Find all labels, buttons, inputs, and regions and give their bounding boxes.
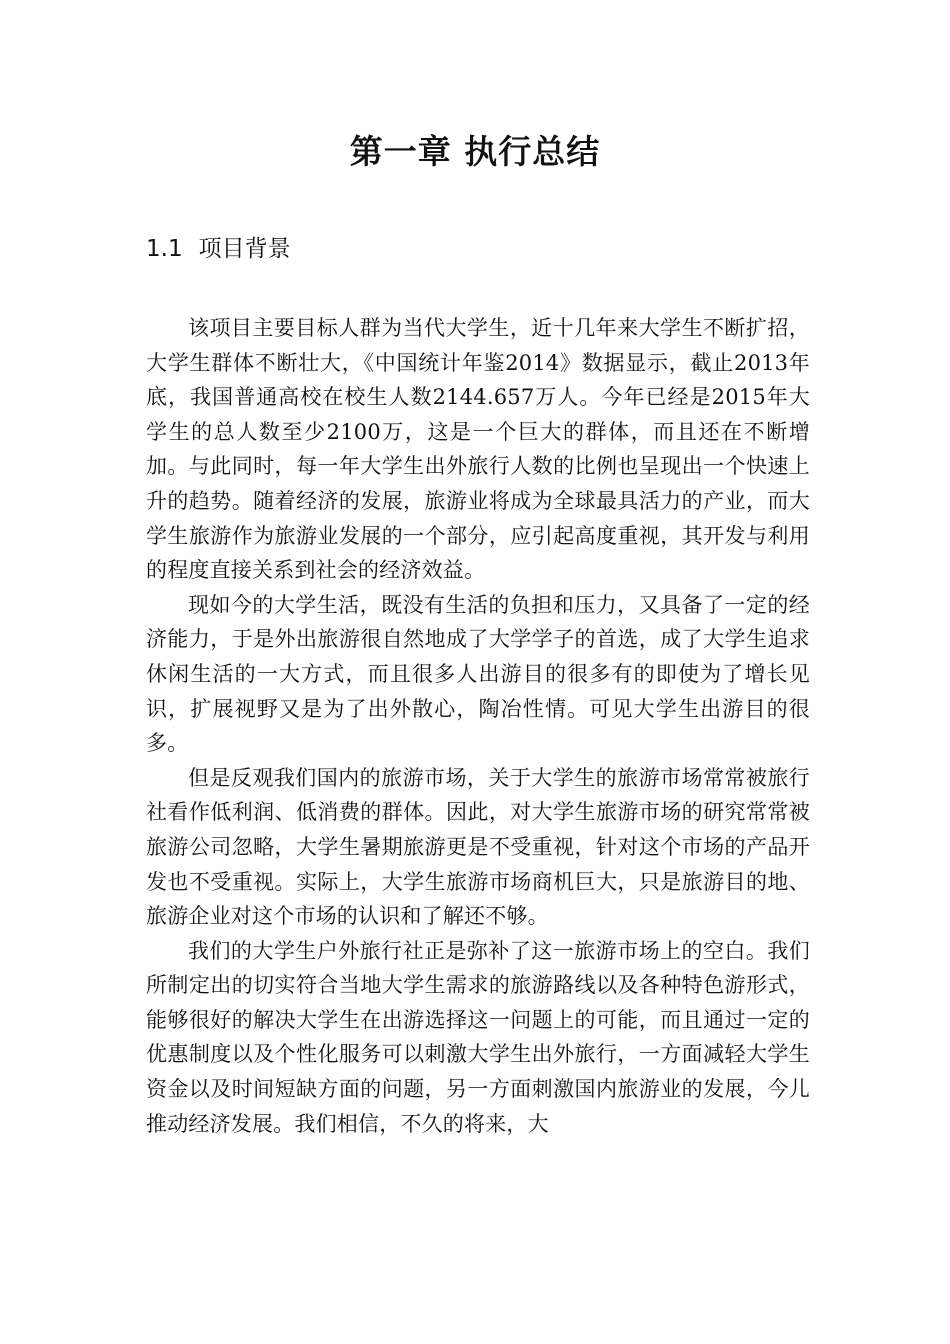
chapter-title: 第一章 执行总结: [349, 132, 601, 171]
paragraph: 该项目主要目标人群为当代大学生，近十几年来大学生不断扩招，大学生群体不断壮大，《中国统计年鉴2014》数据显示，截止2013年底，我国普通高校在校生人数2144.657万人。今年已经是2015年大学生的总人数至少2100万，这是一个巨大的群体，而且还在不断增加。与此同时，每一年大学生出外旅行人数的比例也呈现出一个快速上升的趋势。随着经济的发展，旅游业将成为全球最具活力的产业，而大学生旅游作为旅游业发展的一个部分，应引起高度重视，其开发与利用的程度直接关系到社会的经济效益。: [146, 316, 810, 583]
section-title: 项目背景: [198, 236, 291, 262]
paragraph: 但是反观我们国内的旅游市场，关于大学生的旅游市场常常被旅行社看作低利润、低消费的群体。因此，对大学生旅游市场的研究常常被旅游公司忽略，大学生暑期旅游更是不受重视，针对这个市场的产品开发也不受重视。实际上，大学生旅游市场商机巨大，只是旅游目的地、旅游企业对这个市场的认识和了解还不够。: [146, 765, 810, 929]
paragraph: 我们的大学生户外旅行社正是弥补了这一旅游市场上的空白。我们所制定出的切实符合当地大学生需求的旅游路线以及各种特色游形式，能够很好的解决大学生在出游选择这一问题上的可能，而且通过一定的优惠制度以及个性化服务可以刺激大学生出外旅行，一方面减轻大学生资金以及时间短缺方面的问题，另一方面刺激国内旅游业的发展，今儿推动经济发展。我们相信，不久的将来，大: [146, 938, 810, 1136]
section-heading: [146, 232, 291, 266]
paragraph: 现如今的大学生活，既没有生活的负担和压力，又具备了一定的经济能力，于是外出旅游很自然地成了大学学子的首选，成了大学生追求休闲生活的一大方式，而且很多人出游目的很多有的即使为了增长见识，扩展视野又是为了出外散心，陶冶性情。可见大学生出游目的很多。: [146, 592, 810, 756]
body-text: [146, 311, 810, 1141]
section-number: 1.1: [146, 236, 183, 262]
